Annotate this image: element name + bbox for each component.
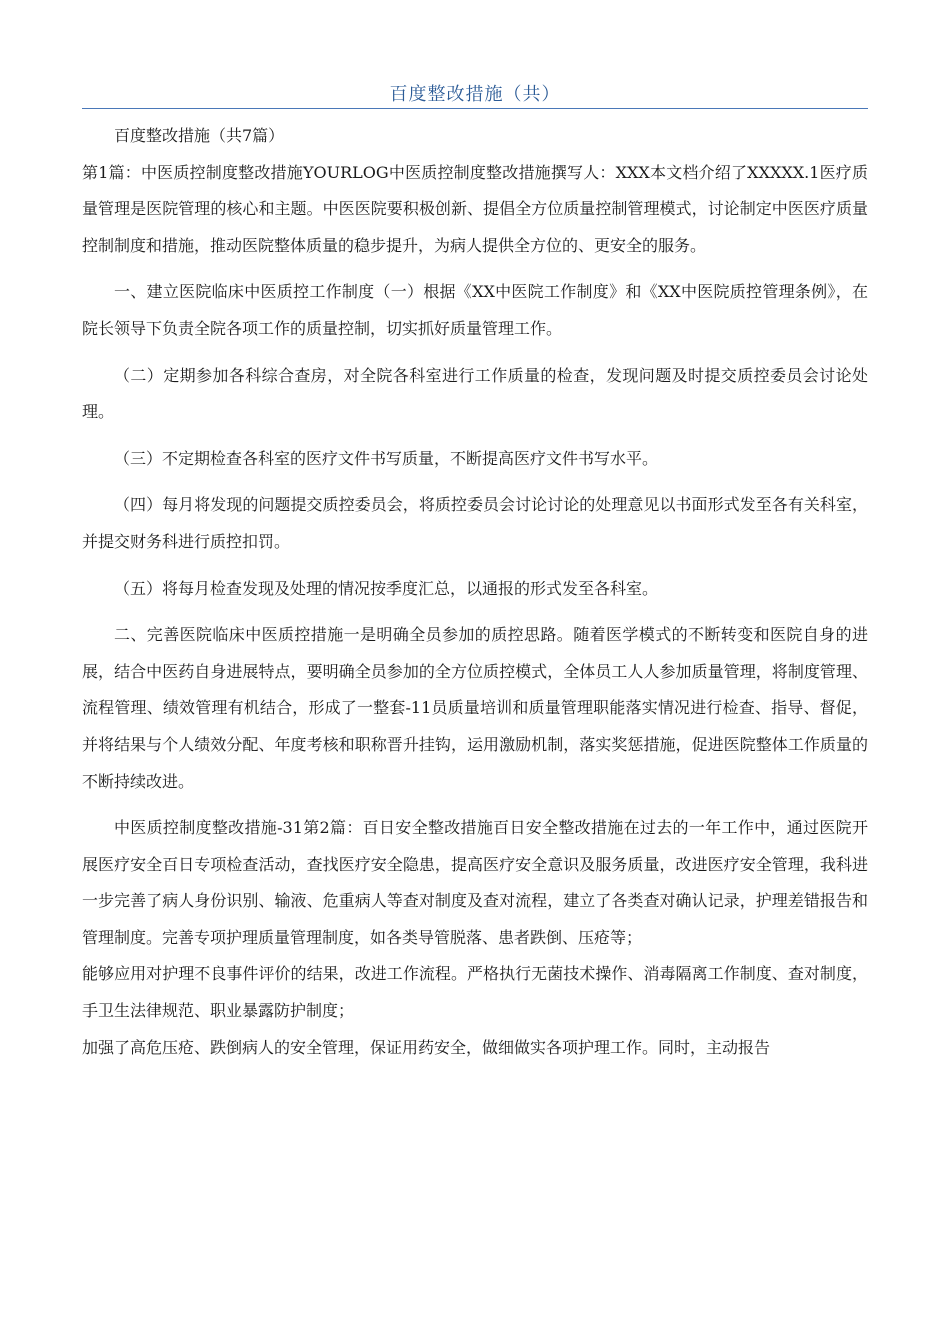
header-divider	[82, 108, 868, 109]
paragraph-2: 一、建立医院临床中医质控工作制度（一）根据《XX中医院工作制度》和《XX中医院质控管理条例》，在院长领导下负责全院各项工作的质量控制，切实抓好质量管理工作。	[82, 282, 868, 338]
paragraph-6: （五）将每月检查发现及处理的情况按季度汇总，以通报的形式发至各科室。	[114, 578, 659, 598]
paragraph-7: 二、完善医院临床中医质控措施一是明确全员参加的质控思路。随着医学模式的不断转变和医院自身的进展，结合中医药自身进展特点，要明确全员参加的全方位质控模式，全体员工人人参加质量管理，将制度管理、流程管理、绩效管理有机结合，形成了一整套-11员质量培训和质量管理职能落实情况进行检查、指导、督促，并将结果与个人绩效分配、年度考核和职称晋升挂钩，运用激励机制，落实奖惩措施，促进医院整体工作质量的不断持续改进。	[82, 625, 868, 791]
paragraph-4: （三）不定期检查各科室的医疗文件书写质量，不断提高医疗文件书写水平。	[114, 448, 659, 468]
page-header-title: 百度整改措施（共）	[389, 84, 561, 105]
paragraph-10: 加强了高危压疮、跌倒病人的安全管理，保证用药安全，做细做实各项护理工作。同时，主动报告	[82, 1037, 771, 1057]
paragraph-3: （二）定期参加各科综合查房，对全院各科室进行工作质量的检查，发现问题及时提交质控委员会讨论处理。	[82, 365, 868, 422]
paragraph-8: 中医质控制度整改措施-31第2篇：百日安全整改措施百日安全整改措施在过去的一年工作中，通过医院开展医疗安全百日专项检查活动，查找医疗安全隐患，提高医疗安全意识及服务质量，改进医疗安全管理，我科进一步完善了病人身份识别、输液、危重病人等查对制度及查对流程，建立了各类查对确认记录，护理差错报告和管理制度。完善专项护理质量管理制度，如各类导管脱落、患者跌倒、压疮等；	[82, 818, 868, 947]
paragraph-9: 能够应用对护理不良事件评价的结果，改进工作流程。严格执行无菌技术操作、消毒隔离工作制度、查对制度，手卫生法律规范、职业暴露防护制度；	[82, 964, 868, 1021]
document-body	[82, 118, 868, 1066]
paragraph-5: （四）每月将发现的问题提交质控委员会，将质控委员会讨论讨论的处理意见以书面形式发至各有关科室，并提交财务科进行质控扣罚。	[82, 495, 868, 551]
doc-subtitle: 百度整改措施（共7篇）	[114, 126, 285, 145]
paragraph-1: 第1篇：中医质控制度整改措施YOURLOG中医质控制度整改措施撰写人：XXX本文档介绍了XXXXX.1医疗质量管理是医院管理的核心和主题。中医医院要积极创新、提倡全方位质量控制管理模式，讨论制定中医医疗质量控制制度和措施，推动医院整体质量的稳步提升，为病人提供全方位的、更安全的服务。	[82, 162, 868, 255]
